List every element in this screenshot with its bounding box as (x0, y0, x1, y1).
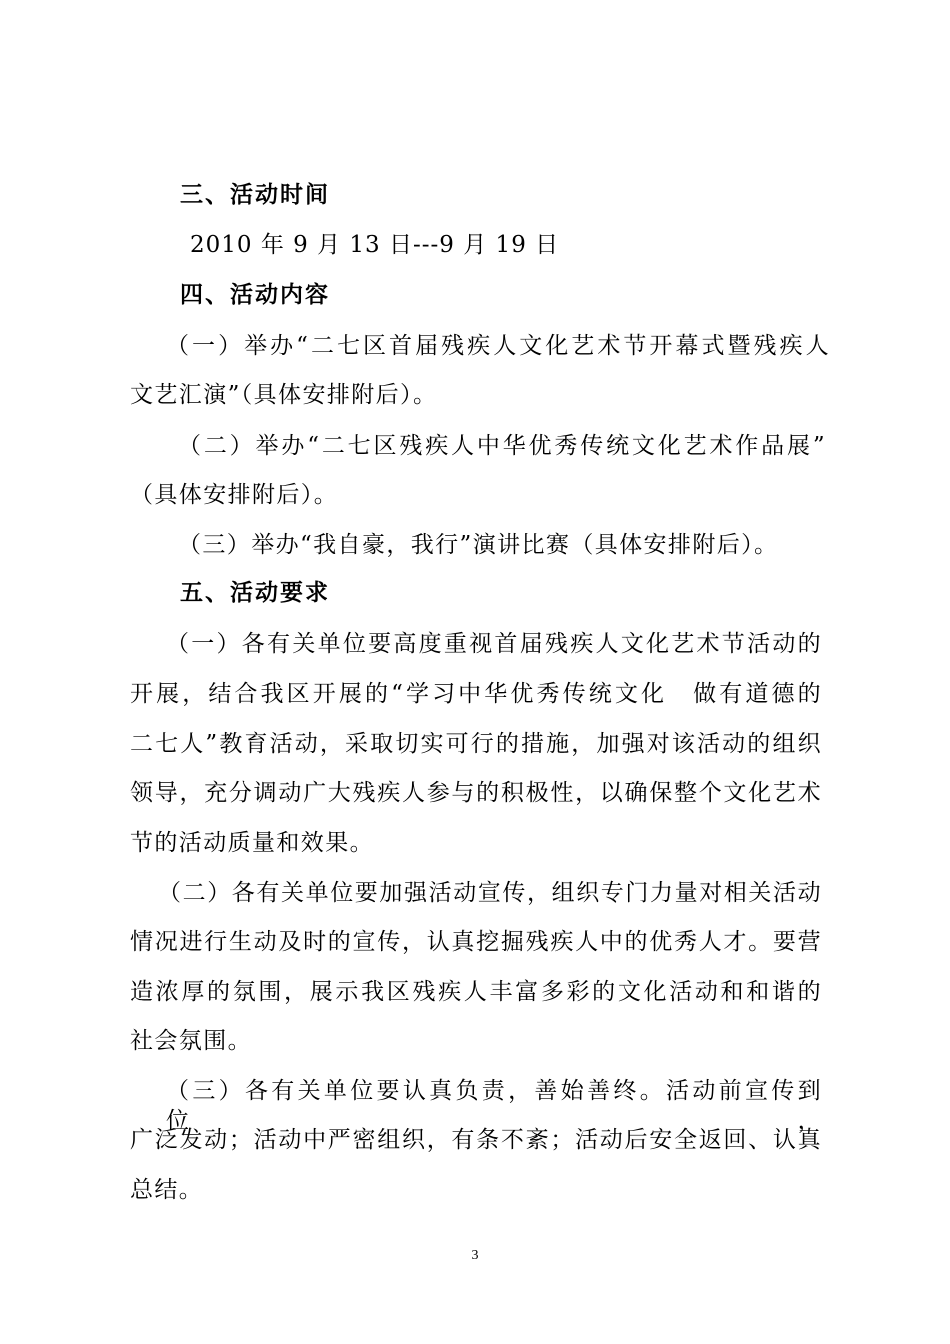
content-item-1-line-2: 文艺汇演”（具体安排附后）。 (130, 382, 438, 408)
activity-date: 2010 年 9 月 13 日---9 月 19 日 (190, 232, 560, 258)
content-item-3: （三）举办“我自豪，我行”演讲比赛（具体安排附后）。 (178, 532, 779, 558)
requirement-1-line-5: 节的活动质量和效果。 (130, 830, 374, 856)
requirement-1-line-3: 二七人”教育活动，采取切实可行的措施，加强对该活动的组织 (130, 731, 822, 757)
content-item-2-line-2: （具体安排附后）。 (130, 482, 339, 508)
requirement-2-line-1: （二）各有关单位要加强活动宣传，组织专门力量对相关活动 (158, 880, 822, 906)
requirement-2-line-2: 情况进行生动及时的宣传，认真挖掘残疾人中的优秀人才。要营 (130, 929, 822, 955)
requirement-2-line-3: 造浓厚的氛围，展示我区残疾人丰富多彩的文化活动和和谐的 (130, 979, 822, 1005)
content-item-2-line-1: （二）举办“二七区残疾人中华优秀传统文化艺术作品展” (178, 433, 826, 459)
requirement-2-line-4: 社会氛围。 (130, 1028, 252, 1054)
page-number: 3 (471, 1248, 479, 1263)
section-5-heading: 五、活动要求 (180, 580, 330, 606)
requirement-3-line-3: 总结。 (130, 1177, 204, 1203)
requirement-1-line-1: （一）各有关单位要高度重视首届残疾人文化艺术节活动的 (166, 631, 822, 657)
requirement-3-line-1: （三）各有关单位要认真负责，善始善终。活动前宣传到位， (166, 1078, 822, 1134)
requirement-1-line-2: 开展，结合我区开展的“学习中华优秀传统文化 做有道德的 (130, 681, 822, 707)
section-4-heading: 四、活动内容 (180, 282, 330, 308)
requirement-1-line-4: 领导，充分调动广大残疾人参与的积极性，以确保整个文化艺术 (130, 780, 822, 806)
content-item-1-line-1: （一）举办“二七区首届残疾人文化艺术节开幕式暨残疾人 (166, 333, 830, 359)
requirement-3-line-2: 广泛发动；活动中严密组织，有条不紊；活动后安全返回、认真 (130, 1127, 822, 1153)
section-3-heading: 三、活动时间 (180, 182, 330, 208)
